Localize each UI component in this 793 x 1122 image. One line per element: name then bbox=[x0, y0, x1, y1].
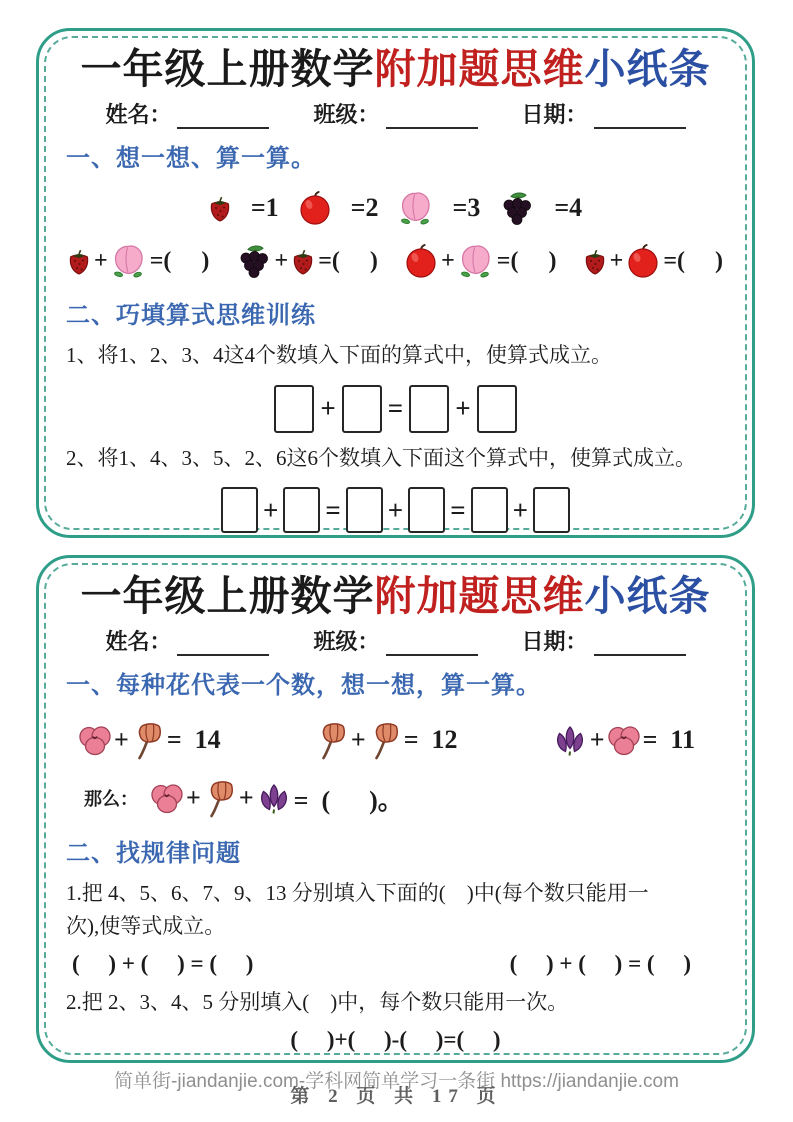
strawberry-icon bbox=[66, 247, 92, 276]
answer-box bbox=[408, 487, 445, 533]
conclusion-equation bbox=[150, 778, 406, 819]
name-blank bbox=[177, 632, 269, 656]
apple-icon bbox=[625, 243, 661, 279]
problem-1-equations-row bbox=[66, 951, 725, 977]
equation-text: + bbox=[441, 247, 455, 274]
title-part-grade: 一年级上册数学 bbox=[80, 46, 375, 92]
equation-text: + bbox=[455, 393, 471, 424]
equation-text: =3 bbox=[452, 193, 481, 223]
date-field bbox=[522, 625, 686, 656]
fruit-value-legend bbox=[66, 184, 725, 232]
equation-text: + bbox=[114, 725, 129, 755]
answer-box bbox=[283, 487, 320, 533]
fruit-equation-4 bbox=[582, 243, 725, 279]
equation-text: =2 bbox=[350, 193, 379, 223]
fruit-equations-row bbox=[66, 236, 725, 286]
problem-2-text: 2.把 2、3、4、5 分别填入( )中，每个数只能用一次。 bbox=[66, 990, 569, 1015]
section-1-heading: 一、想一想、算一算。 bbox=[66, 146, 316, 173]
answer-box bbox=[533, 487, 570, 533]
equation-text: =( ) bbox=[663, 247, 723, 274]
answer-box bbox=[346, 487, 383, 533]
worksheet-card-2 bbox=[36, 555, 755, 1063]
class-field bbox=[313, 625, 477, 656]
problem-1-text: 1、将1、2、3、4这4个数填入下面的算式中，使算式成立。 bbox=[66, 343, 612, 368]
apple-icon bbox=[403, 243, 439, 279]
equation-text: + bbox=[512, 494, 528, 525]
name-field bbox=[105, 98, 269, 129]
worksheet-card-1-inner bbox=[44, 36, 747, 530]
student-info-row bbox=[66, 625, 725, 656]
equation-text: = ( )。 bbox=[293, 785, 404, 815]
fruit-equation-1 bbox=[66, 243, 211, 280]
date-field bbox=[522, 98, 686, 129]
class-label: 班级： bbox=[313, 102, 380, 128]
section-2-heading: 二、找规律问题 bbox=[66, 841, 241, 868]
section-1-heading: 一、每种花代表一个数，想一想，算一算。 bbox=[66, 673, 541, 700]
equation-blank-right: ( ) + ( ) = ( ) bbox=[509, 951, 691, 977]
tulip-icon bbox=[315, 720, 349, 761]
name-label: 姓名： bbox=[105, 102, 172, 128]
page-number: 第 2 页 共 17 页 bbox=[290, 1086, 503, 1107]
grapes-icon bbox=[498, 190, 536, 227]
equation-text: + bbox=[94, 247, 108, 274]
apple-icon bbox=[297, 190, 333, 226]
flower-purple-icon bbox=[552, 724, 588, 757]
flower-equation-2 bbox=[315, 720, 460, 761]
flower-pink-icon bbox=[78, 725, 112, 756]
equation-text: = 12 bbox=[403, 725, 458, 755]
equation-text: + bbox=[609, 247, 624, 274]
section-2-heading: 二、巧填算式思维训练 bbox=[66, 303, 316, 330]
equation-text: + bbox=[238, 783, 254, 813]
answer-box bbox=[342, 385, 382, 433]
title-part-note: 小纸条 bbox=[584, 46, 711, 92]
equation-text: + bbox=[589, 725, 605, 755]
strawberry-icon bbox=[207, 194, 233, 223]
answer-box bbox=[477, 385, 517, 433]
equation-text: =1 bbox=[250, 193, 279, 223]
strawberry-icon bbox=[582, 247, 608, 276]
title-part-grade: 一年级上册数学 bbox=[80, 573, 375, 619]
name-label: 姓名： bbox=[105, 629, 172, 655]
problem-1-text-line2: 次),使等式成立。 bbox=[66, 913, 226, 938]
worksheet-card-2-inner bbox=[44, 563, 747, 1055]
title-part-note: 小纸条 bbox=[584, 573, 711, 619]
equation-text: =( ) bbox=[318, 247, 378, 274]
equation-text: + bbox=[186, 783, 201, 813]
flower-equations-row bbox=[66, 714, 725, 766]
tulip-icon bbox=[203, 778, 237, 819]
equation-text: =( ) bbox=[496, 247, 557, 274]
problem-2-equation-row: ( )+( )-( )=( ) bbox=[290, 1027, 501, 1053]
conclusion-row bbox=[66, 772, 725, 824]
equation-text: = 11 bbox=[642, 725, 695, 755]
answer-box bbox=[409, 385, 449, 433]
name-blank bbox=[177, 105, 269, 129]
flower-pink-icon bbox=[150, 783, 184, 814]
equation-text: + bbox=[263, 494, 279, 525]
class-field bbox=[313, 98, 477, 129]
flower-pink-icon bbox=[607, 725, 641, 756]
answer-box bbox=[471, 487, 508, 533]
equation-text: =( ) bbox=[149, 247, 210, 274]
answer-box bbox=[274, 385, 314, 433]
class-label: 班级： bbox=[313, 629, 380, 655]
equation-text: = bbox=[325, 494, 341, 525]
fruit-equation-2 bbox=[235, 243, 380, 280]
equation-text: = bbox=[387, 393, 404, 424]
date-blank bbox=[594, 632, 686, 656]
problem-1-text-line1: 1.把 4、5、6、7、9、13 分别填入下面的( )中(每个数只能用一 bbox=[66, 881, 649, 906]
fruit-equation-3 bbox=[403, 243, 558, 280]
equation-text: =4 bbox=[554, 193, 583, 223]
name-field bbox=[105, 625, 269, 656]
date-label: 日期： bbox=[521, 102, 588, 128]
equation-text: + bbox=[350, 725, 366, 755]
title-part-bonus: 附加题思维 bbox=[374, 573, 585, 619]
problem-1-answer-boxes bbox=[66, 385, 725, 433]
worksheet-card-1 bbox=[36, 28, 755, 538]
equation-text: = 14 bbox=[166, 725, 221, 755]
date-label: 日期： bbox=[521, 629, 588, 655]
worksheet-title bbox=[66, 46, 725, 93]
peach-icon bbox=[397, 190, 435, 227]
problem-2-answer-boxes bbox=[66, 487, 725, 533]
worksheet-title bbox=[66, 573, 725, 620]
conclusion-label: 那么： bbox=[84, 789, 138, 810]
date-blank bbox=[594, 105, 686, 129]
tulip-icon bbox=[368, 720, 402, 761]
problem-2-text: 2、将1、4、3、5、2、6这6个数填入下面这个算式中，使算式成立。 bbox=[66, 445, 696, 470]
equation-blank-left: ( ) + ( ) = ( ) bbox=[72, 951, 254, 977]
flower-equation-1 bbox=[78, 720, 223, 761]
answer-box bbox=[221, 487, 258, 533]
peach-icon bbox=[110, 243, 148, 280]
equation-text: = bbox=[450, 494, 466, 525]
equation-text: + bbox=[320, 393, 336, 424]
site-watermark: 简单街-jiandanjie.com-学科网简单学习一条街 https://jiandanjie.com bbox=[114, 1071, 679, 1092]
flower-purple-icon bbox=[256, 782, 292, 815]
class-blank bbox=[386, 105, 478, 129]
strawberry-icon bbox=[290, 247, 316, 276]
flower-equation-3 bbox=[552, 724, 697, 757]
equation-text: + bbox=[387, 494, 404, 525]
title-part-bonus: 附加题思维 bbox=[374, 46, 585, 92]
student-info-row bbox=[66, 98, 725, 129]
peach-icon bbox=[457, 243, 495, 280]
tulip-icon bbox=[131, 720, 165, 761]
equation-text: + bbox=[274, 247, 289, 274]
class-blank bbox=[386, 632, 478, 656]
grapes-icon bbox=[235, 243, 273, 280]
